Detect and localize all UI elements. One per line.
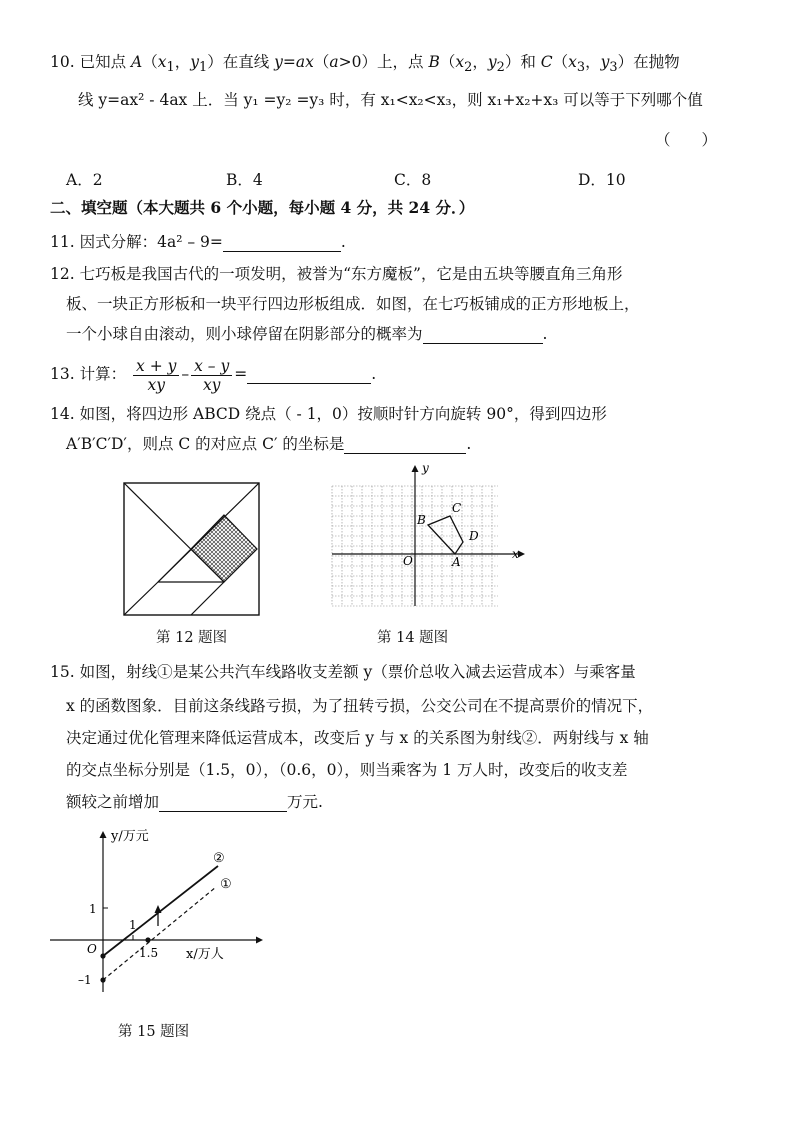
q10-text: ）在直线: [207, 53, 275, 71]
q10-point-a: A: [131, 53, 143, 71]
q10-sub: 2: [464, 60, 473, 76]
q10-var: x: [455, 53, 465, 71]
q14-text1: 如图，将四边形 ABCD 绕点（ - 1，0）按顺时针方向旋转 90°，得到四边形: [79, 405, 607, 423]
q10-text: ，: [472, 53, 488, 71]
q10-var: y: [487, 53, 497, 71]
q10-point-b: B: [428, 53, 440, 71]
q15-answer-blank[interactable]: [159, 795, 287, 812]
point-c-label: C: [452, 501, 462, 515]
tangram-line: [158, 549, 191, 582]
figure-14-caption: 第 14 题图: [377, 630, 449, 646]
q11-number: 11.: [50, 233, 75, 251]
q11-answer-blank[interactable]: [223, 235, 341, 252]
q10-text: （: [552, 53, 569, 71]
q10-text: ）和: [504, 53, 541, 71]
q15-line5: [66, 792, 323, 812]
q14-line2: [66, 434, 471, 454]
tangram-line: [124, 582, 158, 615]
q12-line3: [66, 324, 547, 344]
q15-text5a: 额较之前增加: [66, 793, 160, 811]
x-axis-arrow: [256, 937, 263, 944]
q10-text: （: [313, 53, 330, 71]
q15-line1: [50, 662, 636, 682]
q15-text5b: 万元.: [287, 793, 323, 811]
q15-text1: 如图，射线①是某公共汽车线路收支差额 y（票价总收入减去运营成本）与乘客量: [79, 663, 636, 681]
q13-answer-blank[interactable]: [247, 367, 371, 384]
q11-text: 因式分解：4a² – 9=: [79, 233, 223, 251]
q10-var: y: [600, 53, 610, 71]
y-tick-label-1: 1: [89, 902, 97, 916]
q12-line2: 板、一块正方形板和一块平行四边形板组成．如图，在七巧板铺成的正方形地板上，: [66, 295, 640, 313]
y-axis-arrow: [412, 465, 419, 472]
point-a-label: A: [452, 555, 461, 569]
x-tick-label-1-5: 1.5: [139, 946, 159, 960]
q14-answer-blank[interactable]: [344, 437, 466, 454]
q10-var: y: [190, 53, 199, 71]
q13-fraction-2: [191, 357, 232, 394]
q10-number: 10.: [50, 53, 75, 71]
quadrilateral-abcd: [428, 516, 463, 554]
figure-12-tangram: [118, 478, 266, 622]
q11-end: .: [340, 233, 346, 251]
shaded-square: [191, 515, 257, 582]
q13-frac2-numerator: x – y: [191, 357, 232, 376]
q10-text: ，: [174, 53, 191, 71]
q15-line4: 的交点坐标分别是（1.5，0），（0.6，0），则当乘客为 1 万人时，改变后的收支差: [66, 761, 628, 779]
q10-sub: 1: [166, 60, 175, 76]
q14-number: 14.: [50, 405, 75, 423]
q10-text: （: [142, 53, 158, 71]
q10-line1: [50, 52, 680, 78]
ray-2-start-point: [100, 953, 105, 958]
y-tick-label-neg1: –1: [78, 973, 92, 987]
q12-answer-blank[interactable]: [423, 327, 543, 344]
ray-1-label: ①: [220, 877, 232, 892]
figure-15-caption: 第 15 题图: [118, 1024, 190, 1040]
q14-line1: [50, 404, 607, 424]
q10-option-d: D．10: [578, 171, 626, 189]
q10-var: x: [568, 53, 577, 71]
q12-text3: 一个小球自由滚动，则小球停留在阴影部分的概率为: [66, 325, 423, 343]
q10-text: ）在抛物: [617, 53, 680, 71]
q15-number: 15.: [50, 663, 75, 681]
origin-label: O: [87, 942, 97, 956]
q13-frac1-denominator: xy: [147, 375, 165, 394]
origin-label: O: [403, 554, 413, 568]
increase-arrowhead: [155, 905, 162, 913]
q10-sub: 3: [576, 60, 586, 76]
section-title: 二、填空题（本大题共 6 个小题，每小题 4 分，共 24 分．）: [50, 198, 475, 217]
q10-text: >0）上，点: [338, 53, 429, 71]
q12-text1: 七巧板是我国古代的一项发明，被誉为“东方魔板”，它是由五块等腰直角三角形: [79, 265, 623, 283]
q10-text: ，: [585, 53, 601, 71]
q13-frac2-denominator: xy: [202, 375, 221, 394]
q13-equals: =: [234, 365, 248, 383]
q10-answer-paren: （ ）: [655, 131, 718, 149]
q12-line1: [50, 264, 622, 284]
q10-text: （: [439, 53, 456, 71]
x-tick-label-1: 1: [129, 918, 137, 932]
q10-var: ax: [295, 53, 314, 71]
q13-line: [50, 354, 376, 394]
q10-text: =: [282, 53, 296, 71]
q12-end: .: [542, 325, 548, 343]
y-axis-arrow: [100, 831, 107, 838]
q10-var: a: [329, 53, 339, 71]
q10-var: y: [274, 53, 283, 71]
x-axis-label: x: [512, 547, 519, 561]
q14-end: .: [466, 435, 472, 453]
q10-line2: 线 y=ax² - 4ax 上．当 y₁ =y₂ =y₃ 时，有 x₁<x₂<x₃，则 x₁+x₂+x₃ 可以等于下列哪个值: [78, 91, 703, 109]
q12-number: 12.: [50, 265, 75, 283]
q10-point-c: C: [540, 53, 553, 71]
tangram-line: [191, 582, 224, 615]
q14-text2: A′B′C′D′，则点 C 的对应点 C′ 的坐标是: [66, 435, 345, 453]
q15-line2: x 的函数图象．目前这条线路亏损，为了扭转亏损，公交公司在不提高票价的情况下，: [66, 697, 654, 715]
figure-14-grid: [326, 464, 526, 614]
ray-1-x-intercept: [145, 937, 150, 942]
q13-end: .: [371, 365, 377, 383]
point-b-label: B: [417, 513, 426, 527]
q10-option-a: A．2: [66, 171, 103, 189]
ray-1-start-point: [100, 977, 105, 982]
x-axis-arrow: [518, 551, 525, 558]
point-d-label: D: [469, 529, 479, 543]
q13-frac1-numerator: x + y: [133, 357, 179, 376]
q10-sub: 1: [199, 60, 208, 76]
ray-2-label: ②: [213, 851, 225, 866]
q10-sub: 3: [609, 60, 618, 76]
q10-option-b: B．4: [226, 171, 263, 189]
ray-1: [103, 887, 216, 980]
q13-number: 13.: [50, 365, 75, 383]
q15-line3: 决定通过优化管理来降低运营成本，改变后 y 与 x 的关系图为射线②．两射线与 x 轴: [66, 729, 649, 747]
q13-fraction-1: [133, 357, 179, 394]
q10-sub: 2: [496, 60, 505, 76]
y-axis-label: y: [422, 464, 429, 475]
q10-var: x: [157, 53, 167, 71]
q10-text: 已知点: [79, 53, 132, 71]
q10-option-c: C．8: [394, 171, 432, 189]
y-axis-label: y/万元: [111, 829, 149, 844]
figure-12-caption: 第 12 题图: [156, 630, 228, 646]
q13-label: 计算：: [79, 365, 127, 383]
q11-line: [50, 232, 346, 252]
figure-15-graph: [40, 822, 290, 1002]
x-axis-label: x/万人: [186, 947, 224, 962]
q13-minus: –: [181, 365, 190, 383]
